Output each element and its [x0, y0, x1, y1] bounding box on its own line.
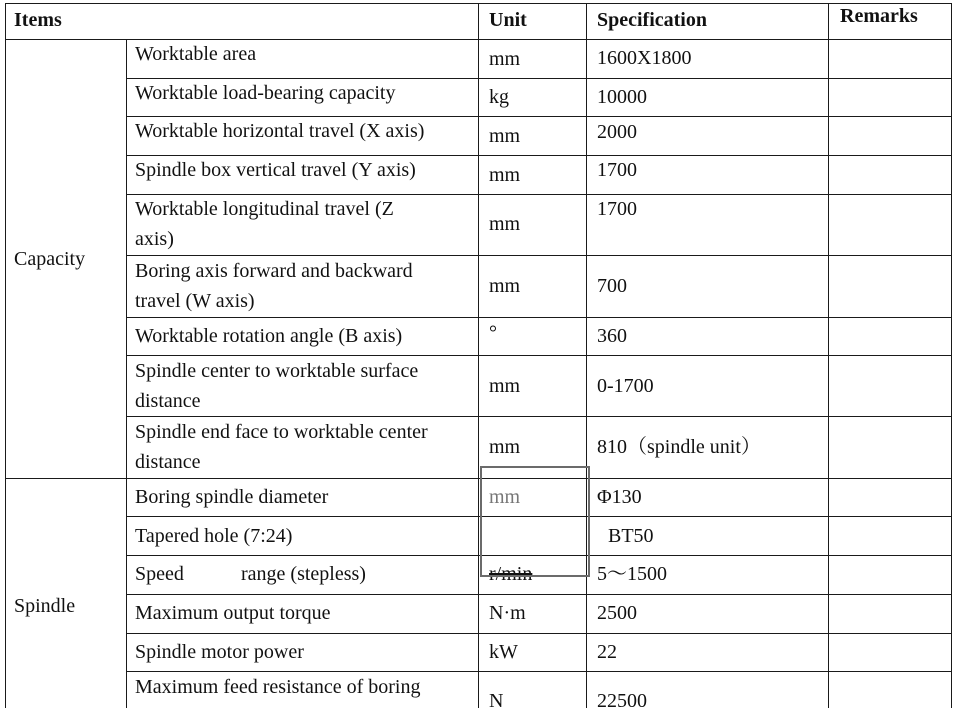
- item-label: Spindle box vertical travel (Y axis): [135, 159, 416, 181]
- item-label: axis): [135, 228, 174, 250]
- unit-cell: kW: [489, 641, 518, 663]
- item-label: Spindle end face to worktable center: [135, 421, 428, 443]
- header-specification: Specification: [597, 9, 707, 31]
- spec-cell: Φ130: [597, 486, 642, 508]
- item-label: Boring spindle diameter: [135, 486, 329, 508]
- unit-cell: mm: [489, 436, 521, 458]
- unit-cell: mm: [489, 375, 521, 397]
- header-unit: Unit: [489, 9, 527, 31]
- selection-box[interactable]: [480, 466, 590, 577]
- item-label: distance: [135, 390, 201, 412]
- spec-cell: 810（spindle unit）: [597, 436, 761, 458]
- item-label: range (stepless): [241, 563, 366, 585]
- spec-cell: 22500: [597, 690, 647, 712]
- header-remarks: Remarks: [840, 5, 918, 27]
- item-label: Worktable longitudinal travel (Z: [135, 198, 394, 220]
- spec-cell: 2000: [597, 121, 637, 143]
- item-label: Worktable area: [135, 43, 257, 65]
- unit-cell: r/min: [489, 563, 533, 585]
- spec-cell: 700: [597, 275, 627, 297]
- spec-cell: 5～1500: [597, 563, 667, 585]
- item-label: Boring axis forward and backward: [135, 260, 413, 282]
- unit-cell: mm: [489, 125, 521, 147]
- group-spindle: Spindle: [14, 595, 76, 617]
- unit-cell: mm: [489, 486, 521, 508]
- unit-cell: mm: [489, 213, 521, 235]
- spec-cell: 10000: [597, 86, 647, 108]
- unit-cell: mm: [489, 164, 521, 186]
- item-label: Spindle center to worktable surface: [135, 360, 419, 382]
- item-label: Tapered hole (7:24): [135, 525, 293, 547]
- unit-cell: kg: [489, 86, 509, 108]
- unit-cell: °: [489, 322, 497, 344]
- item-label: Spindle motor power: [135, 641, 304, 663]
- unit-cell: mm: [489, 275, 521, 297]
- group-capacity: Capacity: [14, 248, 86, 270]
- item-label: Maximum output torque: [135, 602, 331, 624]
- item-label: Maximum feed resistance of boring: [135, 676, 421, 698]
- spec-cell: 22: [597, 641, 617, 663]
- item-label: Worktable rotation angle (B axis): [135, 325, 403, 347]
- unit-cell: N·m: [489, 602, 526, 624]
- spec-cell: 1700: [597, 198, 637, 220]
- item-label: distance: [135, 451, 201, 473]
- spec-cell: 360: [597, 325, 627, 347]
- spec-cell: 1700: [597, 159, 637, 181]
- item-label: travel (W axis): [135, 290, 255, 312]
- item-label: Speed: [135, 563, 184, 585]
- unit-cell: N: [489, 690, 504, 712]
- unit-cell: mm: [489, 48, 521, 70]
- spec-cell: BT50: [608, 525, 654, 547]
- spec-cell: 1600X1800: [597, 47, 692, 69]
- item-label: Worktable horizontal travel (X axis): [135, 120, 425, 142]
- spec-cell: 2500: [597, 602, 637, 624]
- item-label: Worktable load-bearing capacity: [135, 82, 396, 104]
- spec-cell: 0-1700: [597, 375, 654, 397]
- header-items: Items: [14, 9, 62, 31]
